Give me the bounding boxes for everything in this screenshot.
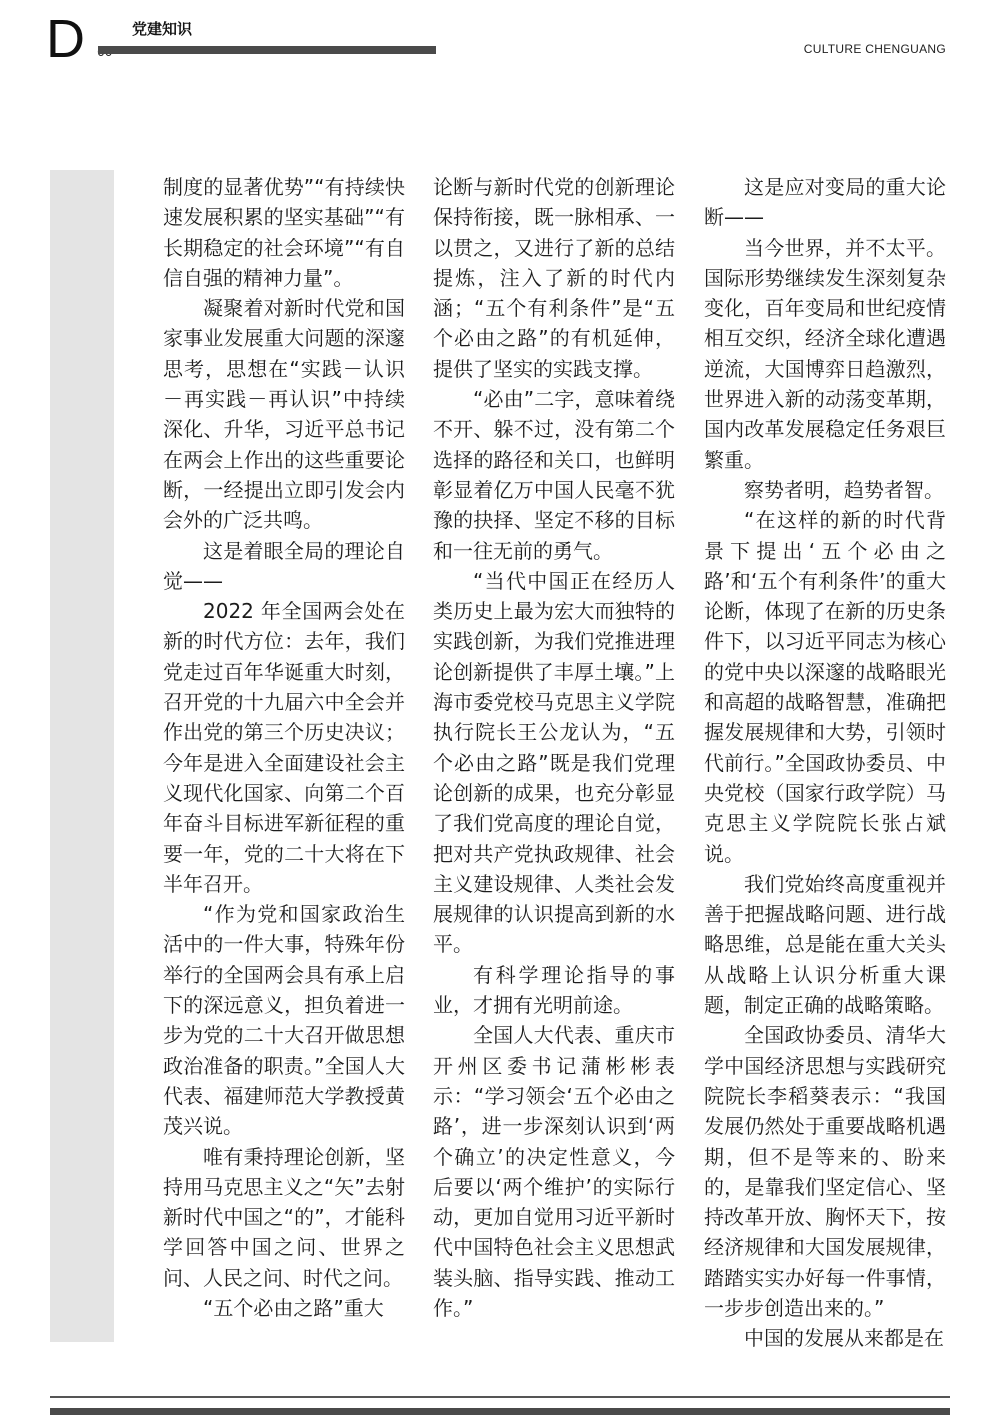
paragraph: 这是应对变局的重大论断—— [704, 175, 946, 230]
section-title: 党建知识 [132, 20, 193, 38]
magazine-name: CULTURE CHENGUANG [803, 42, 946, 56]
paragraph: 这是着眼全局的理论自觉—— [163, 538, 405, 593]
paragraph: 察势者明，趋势者智。 [744, 477, 944, 502]
paragraph: 唯有秉持理论创新，坚持用马克思主义之“矢”去射新时代中国之“的”，才能科学回答中国之问、世界之问、人民之问、时代之问。 [163, 1144, 405, 1290]
paragraph: 凝聚着对新时代党和国家事业发展重大问题的深邃思考，思想在“实践－认识－再实践－再认识”中持续深化、升华，习近平总书记在两会上作出的这些重要论断，一经提出立即引发会内会外的广泛共鸣。 [163, 296, 405, 533]
article-column-1 [163, 172, 405, 1323]
header-rule [98, 46, 436, 54]
paragraph: 有科学理论指导的事业，才拥有光明前途。 [433, 962, 675, 1018]
side-band [50, 170, 114, 1342]
footer-rule-thin [50, 1396, 950, 1398]
paragraph: 全国人大代表、重庆市开州区委书记蒲彬彬表示：“学习领会‘五个必由之路’，进一步深刻认识到‘两个确立’的决定性意义，今后要以‘两个维护’的实际行动，更加自觉用习近平新时代中国特色社会主义思想武装头脑、指导实践、推动工作。” [433, 1023, 675, 1320]
article-column-2 [433, 172, 675, 1323]
paragraph: “必由”二字，意味着绕不开、躲不过，没有第二个选择的路径和关口，也鲜明彰显着亿万中国人民毫不犹豫的抉择、坚定不移的目标和一往无前的勇气。 [433, 387, 675, 563]
paragraph: 全国政协委员、清华大学中国经济思想与实践研究院院长李稻葵表示：“我国发展仍然处于重要战略机遇期，但不是等来的、盼来的，是靠我们坚定信心、坚持改革开放、胸怀天下，按经济规律和大国发展规律，踏踏实实办好每一件事情，一步步创造出来的。” [704, 1023, 946, 1320]
paragraph: “当代中国正在经历人类历史上最为宏大而独特的实践创新，为我们党推进理论创新提供了丰厚土壤。”上海市委党校马克思主义学院执行院长王公龙认为，“五个必由之路”既是我们党理论创新的成果，也充分彰显了我们党高度的理论自觉，把对共产党执政规律、社会主义建设规律、人类社会发展规律的认识提高到新的水平。 [433, 568, 675, 957]
paragraph: “在这样的新的时代背景下提出‘五个必由之路’和‘五个有利条件’的重大论断，体现了在新的历史条件下，以习近平同志为核心的党中央以深邃的战略眼光和高超的战略智慧，准确把握发展规律和大势，引领时代前行。”全国政协委员、中央党校（国家行政学院）马克思主义学院院长张占斌说。 [704, 508, 946, 866]
paragraph: 论断与新时代党的创新理论保持衔接，既一脉相承、一以贯之，又进行了新的总结提炼，注入了新的时代内涵；“五个有利条件”是“五个必由之路”的有机延伸，提供了坚实的实践支撑。 [433, 175, 675, 381]
paragraph: 当今世界，并不太平。国际形势继续发生深刻复杂变化，百年变局和世纪疫情相互交织，经济全球化遭遇逆流，大国博弈日趋激烈，世界进入新的动荡变革期，国内改革发展稳定任务艰巨繁重。 [704, 235, 946, 472]
footer-rule-thick [50, 1408, 950, 1415]
paragraph: “五个必由之路”重大 [203, 1295, 384, 1320]
paragraph: 我们党始终高度重视并善于把握战略问题、进行战略思维，总是能在重大关头从战略上认识分析重大课题，制定正确的战略策略。 [704, 871, 946, 1018]
paragraph: 2022 年全国两会处在新的时代方位：去年，我们党走过百年华诞重大时刻，召开党的十九届六中全会并作出党的第三个历史决议；今年是进入全面建设社会主义现代化国家、向第二个百年奋斗目标进军新征程的重要一年，党的二十大将在下半年召开。 [163, 599, 405, 896]
paragraph: 制度的显著优势”“有持续快速发展积累的坚实基础”“有长期稳定的社会环境”“有自信自强的精神力量”。 [163, 175, 405, 290]
paragraph: 中国的发展从来都是在 [744, 1326, 944, 1351]
section-letter: D [46, 9, 85, 69]
article-column-3 [704, 172, 946, 1354]
paragraph: “作为党和国家政治生活中的一件大事，特殊年份举行的全国两会具有承上启下的深远意义，担负着进一步为党的二十大召开做思想政治准备的职责。”全国人大代表、福建师范大学教授黄茂兴说。 [163, 902, 405, 1139]
